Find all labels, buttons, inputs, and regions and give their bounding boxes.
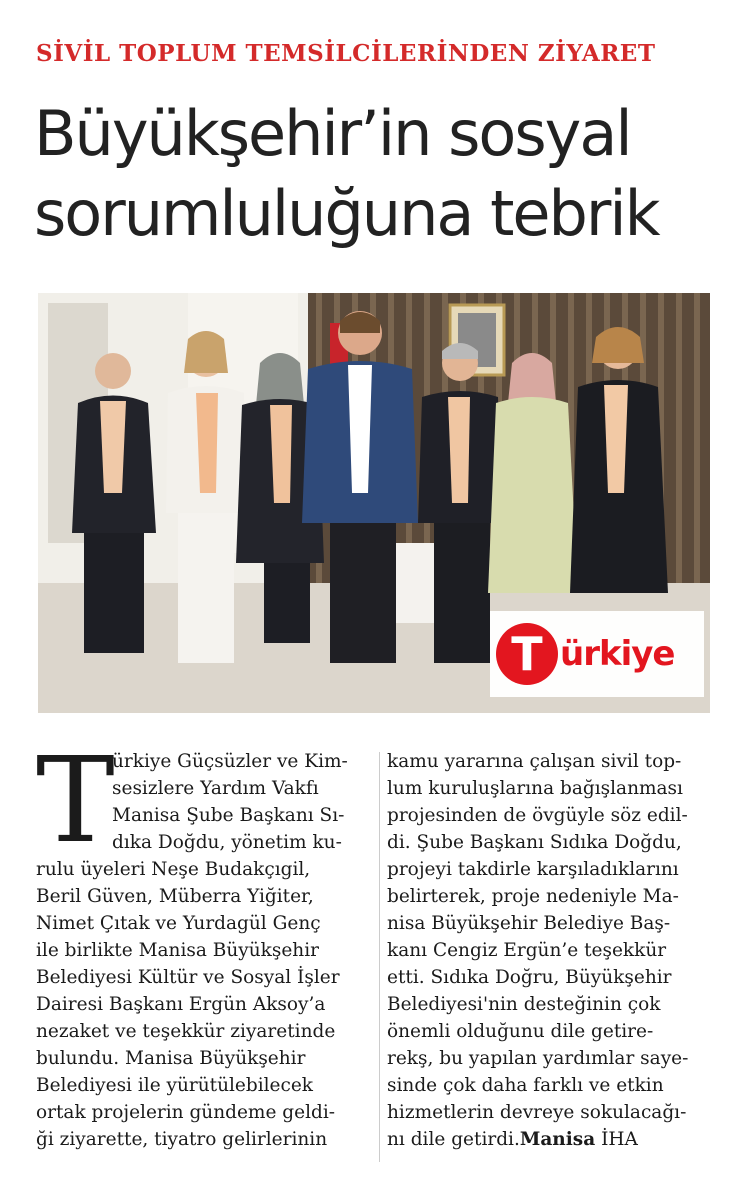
text-line: sinde çok daha farklı ve etkin bbox=[387, 1075, 664, 1096]
text-line: hizmetlerin devreye sokulacağı- bbox=[387, 1102, 687, 1123]
article-column-left bbox=[36, 731, 372, 1153]
article-column-right bbox=[387, 748, 723, 1153]
news-photo bbox=[38, 293, 710, 713]
text-line: nisa Büyükşehir Belediye Baş- bbox=[387, 913, 671, 934]
text-line: lum kuruluşlarına bağışlanması bbox=[387, 778, 683, 799]
closing-text: nı dile getirdi. bbox=[387, 1129, 520, 1150]
text-line: rekş, bu yapılan yardımlar saye- bbox=[387, 1048, 689, 1069]
text-line: projesinden de övgüyle söz edil- bbox=[387, 805, 688, 826]
text-line: rulu üyeleri Neşe Budakçıgil, bbox=[36, 859, 311, 880]
headline-line: Büyükşehir’in sosyal bbox=[34, 97, 631, 170]
text-line: etti. Sıdıka Doğru, Büyükşehir bbox=[387, 967, 672, 988]
text-line: ortak projelerin gündeme geldi- bbox=[36, 1102, 336, 1123]
text-line: ği ziyarette, tiyatro gelirlerinin bbox=[36, 1129, 328, 1150]
column-divider bbox=[379, 752, 380, 1162]
headline-line: sorumluluğuna tebrik bbox=[34, 177, 659, 250]
text-line: kamu yararına çalışan sivil top- bbox=[387, 751, 682, 772]
text-line: Beril Güven, Müberra Yiğiter, bbox=[36, 886, 314, 907]
headline bbox=[34, 94, 734, 254]
text-line: projeyi takdirle karşıladıklarını bbox=[387, 859, 679, 880]
article-signature-line bbox=[387, 1126, 723, 1153]
text-line: Belediyesi'nin desteğinin çok bbox=[387, 994, 661, 1015]
text-line: bulundu. Manisa Büyükşehir bbox=[36, 1048, 306, 1069]
turkiye-newspaper-logo bbox=[490, 611, 704, 697]
text-line: Dairesi Başkanı Ergün Aksoy’a bbox=[36, 994, 326, 1015]
byline-agency: İHA bbox=[595, 1129, 638, 1150]
text-line: önemli olduğunu dile getire- bbox=[387, 1021, 654, 1042]
text-line: belirterek, proje nedeniyle Ma- bbox=[387, 886, 679, 907]
drop-cap: T bbox=[36, 731, 115, 869]
text-line: Nimet Çıtak ve Yurdagül Genç bbox=[36, 913, 321, 934]
text-line: nezaket ve teşekkür ziyaretinde bbox=[36, 1021, 336, 1042]
text-line: kanı Cengiz Ergün’e teşekkür bbox=[387, 940, 667, 961]
logo-letter: T bbox=[496, 623, 558, 685]
text-line: ile birlikte Manisa Büyükşehir bbox=[36, 940, 319, 961]
text-line: Belediyesi ile yürütülebilecek bbox=[36, 1075, 314, 1096]
text-line: Belediyesi Kültür ve Sosyal İşler bbox=[36, 967, 340, 988]
text-line: dıka Doğdu, yönetim ku- bbox=[112, 832, 342, 853]
text-line: di. Şube Başkanı Sıdıka Doğdu, bbox=[387, 832, 682, 853]
logo-text: ürkiye bbox=[560, 634, 675, 674]
text-line: ürkiye Güçsüzler ve Kim- bbox=[112, 751, 348, 772]
byline-city: Manisa bbox=[519, 1129, 596, 1150]
kicker: SİVİL TOPLUM TEMSİLCİLERİNDEN ZİYARET bbox=[36, 40, 656, 67]
text-line: Manisa Şube Başkanı Sı- bbox=[112, 805, 345, 826]
text-line: sesizlere Yardım Vakfı bbox=[112, 778, 319, 799]
